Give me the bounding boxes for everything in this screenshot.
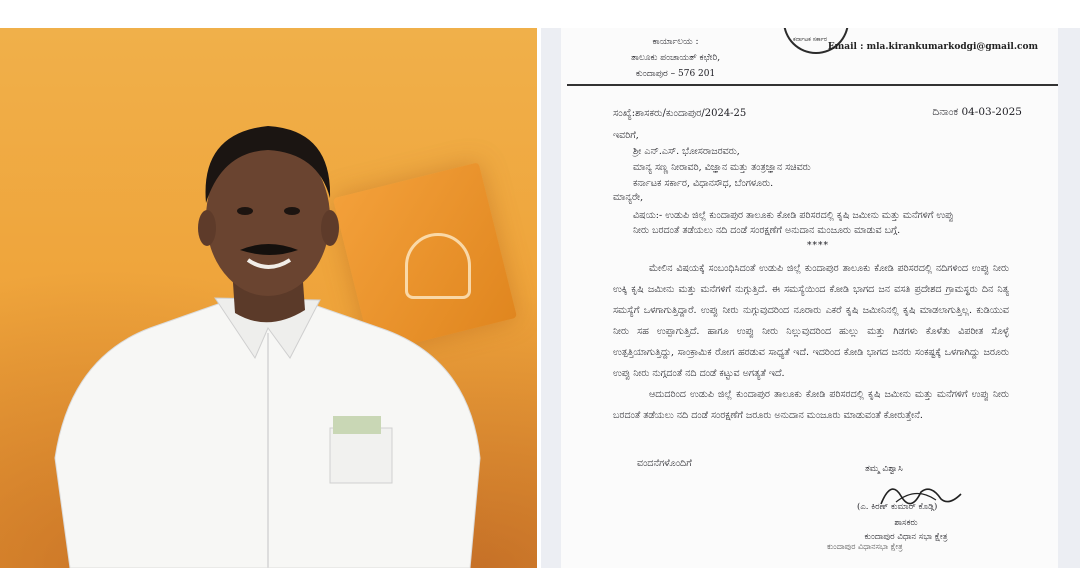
signer-name: (ಎ. ಕಿರಣ್ ಕುಮಾರ್ ಕೊಡ್ಗಿ): [857, 502, 938, 512]
bottom-border: [0, 568, 1080, 577]
subject-line: ವಿಷಯ:- ಉಡುಪಿ ಜಿಲ್ಲೆ ಕುಂದಾಪುರ ತಾಲೂಕು ಕೋಡಿ ಪರಿಸರದಲ್ಲಿ ಕೃಷಿ ಜಮೀನು ಮತ್ತು ಮನೆಗಳಿಗೆ ಉಪ್ಪು ನೀರು ಬರದಂತೆ ತಡೆಯಲು ನದಿ ದಂಡೆ ಸಂರಕ್ಷಣೆಗೆ ಅನುದಾನ ಮಂಜೂರು ಮಾಡುವ ಬಗ್ಗೆ.: [633, 210, 954, 236]
portrait-photo: [0, 28, 537, 568]
recipient-line: ಮಾನ್ಯ ಸಣ್ಣ ನೀರಾವರಿ, ವಿಜ್ಞಾನ ಮತ್ತು ತಂತ್ರಜ್ಞಾನ ಸಚಿವರು: [633, 162, 811, 173]
letter-date: ದಿನಾಂಕ 04-03-2025: [932, 106, 1022, 118]
recipient-line: ಕರ್ನಾಟಕ ಸರ್ಕಾರ, ವಿಧಾನಸೌಧ, ಬೆಂಗಳೂರು.: [633, 178, 774, 189]
header-divider: [567, 84, 1058, 86]
office-title: ಕಾರ್ಯಾಲಯ :: [652, 37, 699, 47]
yours-faithfully: ತಮ್ಮ ವಿಶ್ವಾಸಿ: [865, 464, 903, 474]
body-paragraph: ಮೇಲಿನ ವಿಷಯಕ್ಕೆ ಸಂಬಂಧಿಸಿದಂತೆ ಉಡುಪಿ ಜಿಲ್ಲೆ ಕುಂದಾಪುರ ತಾಲೂಕು ಕೋಡಿ ಪರಿಸರದಲ್ಲಿ ನದಿಗಳಿಂದ ಉಪ್ಪು ನೀರು ಉಕ್ಕಿ ಕೃಷಿ ಜಮೀನು ಮತ್ತು ಮನೆಗಳಿಗೆ ನುಗ್ಗುತ್ತಿದೆ. ಈ ಸಮಸ್ಯೆಯಿಂದ ಕೋಡಿ ಭಾಗದ ಜನ ವಸತಿ ಪ್ರದೇಶದ ಗ್ರಾಮಸ್ಥರು ದಿನ ನಿತ್ಯ ಸಮಸ್ಯೆಗೆ ಒಳಗಾಗುತ್ತಿದ್ದಾರೆ. ಉಪ್ಪು ನೀರು ನುಗ್ಗುವುದರಿಂದ ನೂರಾರು ಎಕರೆ ಕೃಷಿ ಜಮೀನಿನಲ್ಲಿ ಕೃಷಿ ಮಾಡಲಾಗುತ್ತಿಲ್ಲ. ಕುಡಿಯುವ ನೀರು ಸಹ ಉಪ್ಪಾಗುತ್ತಿದೆ. ಹಾಗೂ ಉಪ್ಪು ನೀರು ನಿಲ್ಲುವುದರಿಂದ ಹುಲ್ಲು ಮತ್ತು ಗಿಡಗಳು ಕೊಳೆತು ವಿಪರೀತ ಸೊಳ್ಳೆ ಉತ್ಪತ್ತಿಯಾಗುತ್ತಿದ್ದು, ಸಾಂಕ್ರಾಮಿಕ ರೋಗ ಹರಡುವ ಸಾಧ್ಯತೆ ಇದೆ. ಇದರಿಂದ ಕೋಡಿ ಭಾಗದ ಜನರು ಸಂಕಷ್ಟಕ್ಕೆ ಒಳಗಾಗಿದ್ದು ಜರೂರು ಉಪ್ಪು ನೀರು ನುಗ್ಗದಂತೆ ನದಿ ದಂಡೆ ಕಟ್ಟುವ ಅಗತ್ಯತೆ ಇದೆ.: [613, 263, 1009, 379]
designation-block: [831, 516, 981, 544]
body-paragraph: ಆದುದರಿಂದ ಉಡುಪಿ ಜಿಲ್ಲೆ ಕುಂದಾಪುರ ತಾಲೂಕು ಕೋಡಿ ಪರಿಸರದಲ್ಲಿ ಕೃಷಿ ಜಮೀನು ಮತ್ತು ಮನೆಗಳಿಗೆ ಉಪ್ಪು ನೀರು ಬರದಂತೆ ತಡೆಯಲು ನದಿ ದಂಡೆ ಸಂರಕ್ಷಣೆಗೆ ಜರೂರು ಅನುದಾನ ಮಂಜೂರು ಮಾಡುವಂತೆ ಕೋರುತ್ತೇನೆ.: [613, 389, 1009, 421]
recipient-line: ಶ್ರೀ ಎನ್.ಎಸ್. ಭೋಸರಾಜರವರು,: [633, 146, 740, 157]
office-line: ತಾಲೂಕು ಪಂಚಾಯತ್ ಕಛೇರಿ,: [631, 53, 721, 63]
seal-text: ಕರ್ನಾಟಕ ಸರ್ಕಾರ: [793, 36, 828, 43]
person-illustration: [0, 28, 537, 568]
office-stamp: ಕುಂದಾಪುರ ವಿಧಾನಸಭಾ ಕ್ಷೇತ್ರ: [827, 542, 903, 551]
to-label: ಇವರಿಗೆ,: [613, 130, 639, 141]
letter-body: [613, 258, 1009, 426]
constituency: ಕುಂದಾಪುರ ವಿಧಾನ ಸಭಾ ಕ್ಷೇತ್ರ: [864, 532, 948, 542]
office-line: ಕುಂದಾಪುರ – 576 201: [635, 69, 716, 79]
letterhead-document: [561, 28, 1058, 568]
closing-line: ವಂದನೆಗಳೊಂದಿಗೆ: [637, 458, 692, 469]
recipient-block: [613, 128, 811, 192]
office-address: [631, 34, 720, 82]
designation: ಶಾಸಕರು: [894, 518, 918, 528]
separator-stars: ****: [807, 241, 829, 251]
email-address: Email : mla.kirankumarkodgi@gmail.com: [827, 42, 1038, 52]
letter-panel: [541, 28, 1080, 568]
salutation: ಮಾನ್ಯರೇ,: [613, 192, 644, 203]
reference-number: ಸಂಖ್ಯೆ:ಶಾಸಕರು/ಕುಂದಾಪುರ/2024-25: [613, 108, 747, 119]
